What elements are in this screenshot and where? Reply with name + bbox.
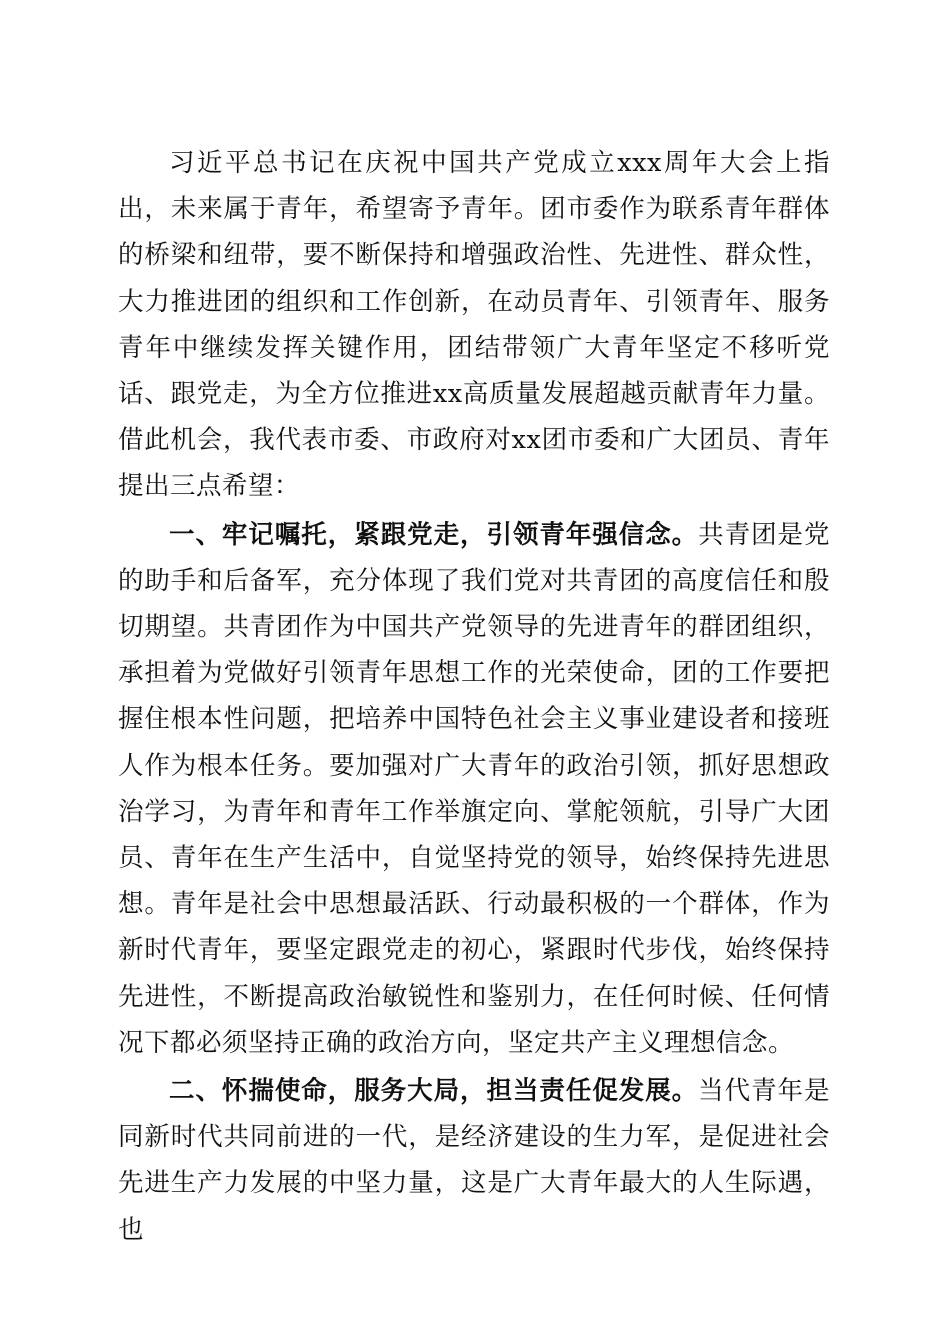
paragraph-point-1 — [118, 512, 830, 1066]
paragraph-point-2 — [118, 1068, 830, 1253]
point-1-heading: 一、牢记嘱托，紧跟党走，引领青年强信念。 — [169, 519, 699, 550]
document-body — [118, 140, 830, 1253]
paragraph-intro-text: 习近平总书记在庆祝中国共产党成立xxx周年大会上指出，未来属于青年，希望寄予青年。团市委作为联系青年群体的桥梁和纽带，要不断保持和增强政治性、先进性、群众性，大力推进团的组织和工作创新，在动员青年、引领青年、服务青年中继续发挥关键作用，团结带领广大青年坚定不移听党话、跟党走，为全方位推进xx高质量发展超越贡献青年力量。借此机会，我代表市委、市政府对xx团市委和广大团员、青年提出三点希望： — [118, 148, 830, 502]
paragraph-intro — [118, 140, 830, 510]
point-2-heading: 二、怀揣使命，服务大局，担当责任促发展。 — [169, 1076, 699, 1107]
point-2-text: 当代青年是同新时代共同前进的一代，是经济建设的生力军，是促进社会先进生产力发展的中坚力量，这是广大青年最大的人生际遇，也 — [118, 1076, 830, 1245]
point-1-text: 共青团是党的助手和后备军，充分体现了我们党对共青团的高度信任和殷切期望。共青团作为中国共产党领导的先进青年的群团组织，承担着为党做好引领青年思想工作的光荣使命，团的工作要把握住根本性问题，把培养中国特色社会主义事业建设者和接班人作为根本任务。要加强对广大青年的政治引领，抓好思想政治学习，为青年和青年工作举旗定向、掌舵领航，引导广大团员、青年在生产生活中，自觉坚持党的领导，始终保持先进思想。青年是社会中思想最活跃、行动最积极的一个群体，作为新时代青年，要坚定跟党走的初心，紧跟时代步伐，始终保持先进性，不断提高政治敏锐性和鉴别力，在任何时候、任何情况下都必须坚持正确的政治方向，坚定共产主义理想信念。 — [118, 519, 830, 1058]
